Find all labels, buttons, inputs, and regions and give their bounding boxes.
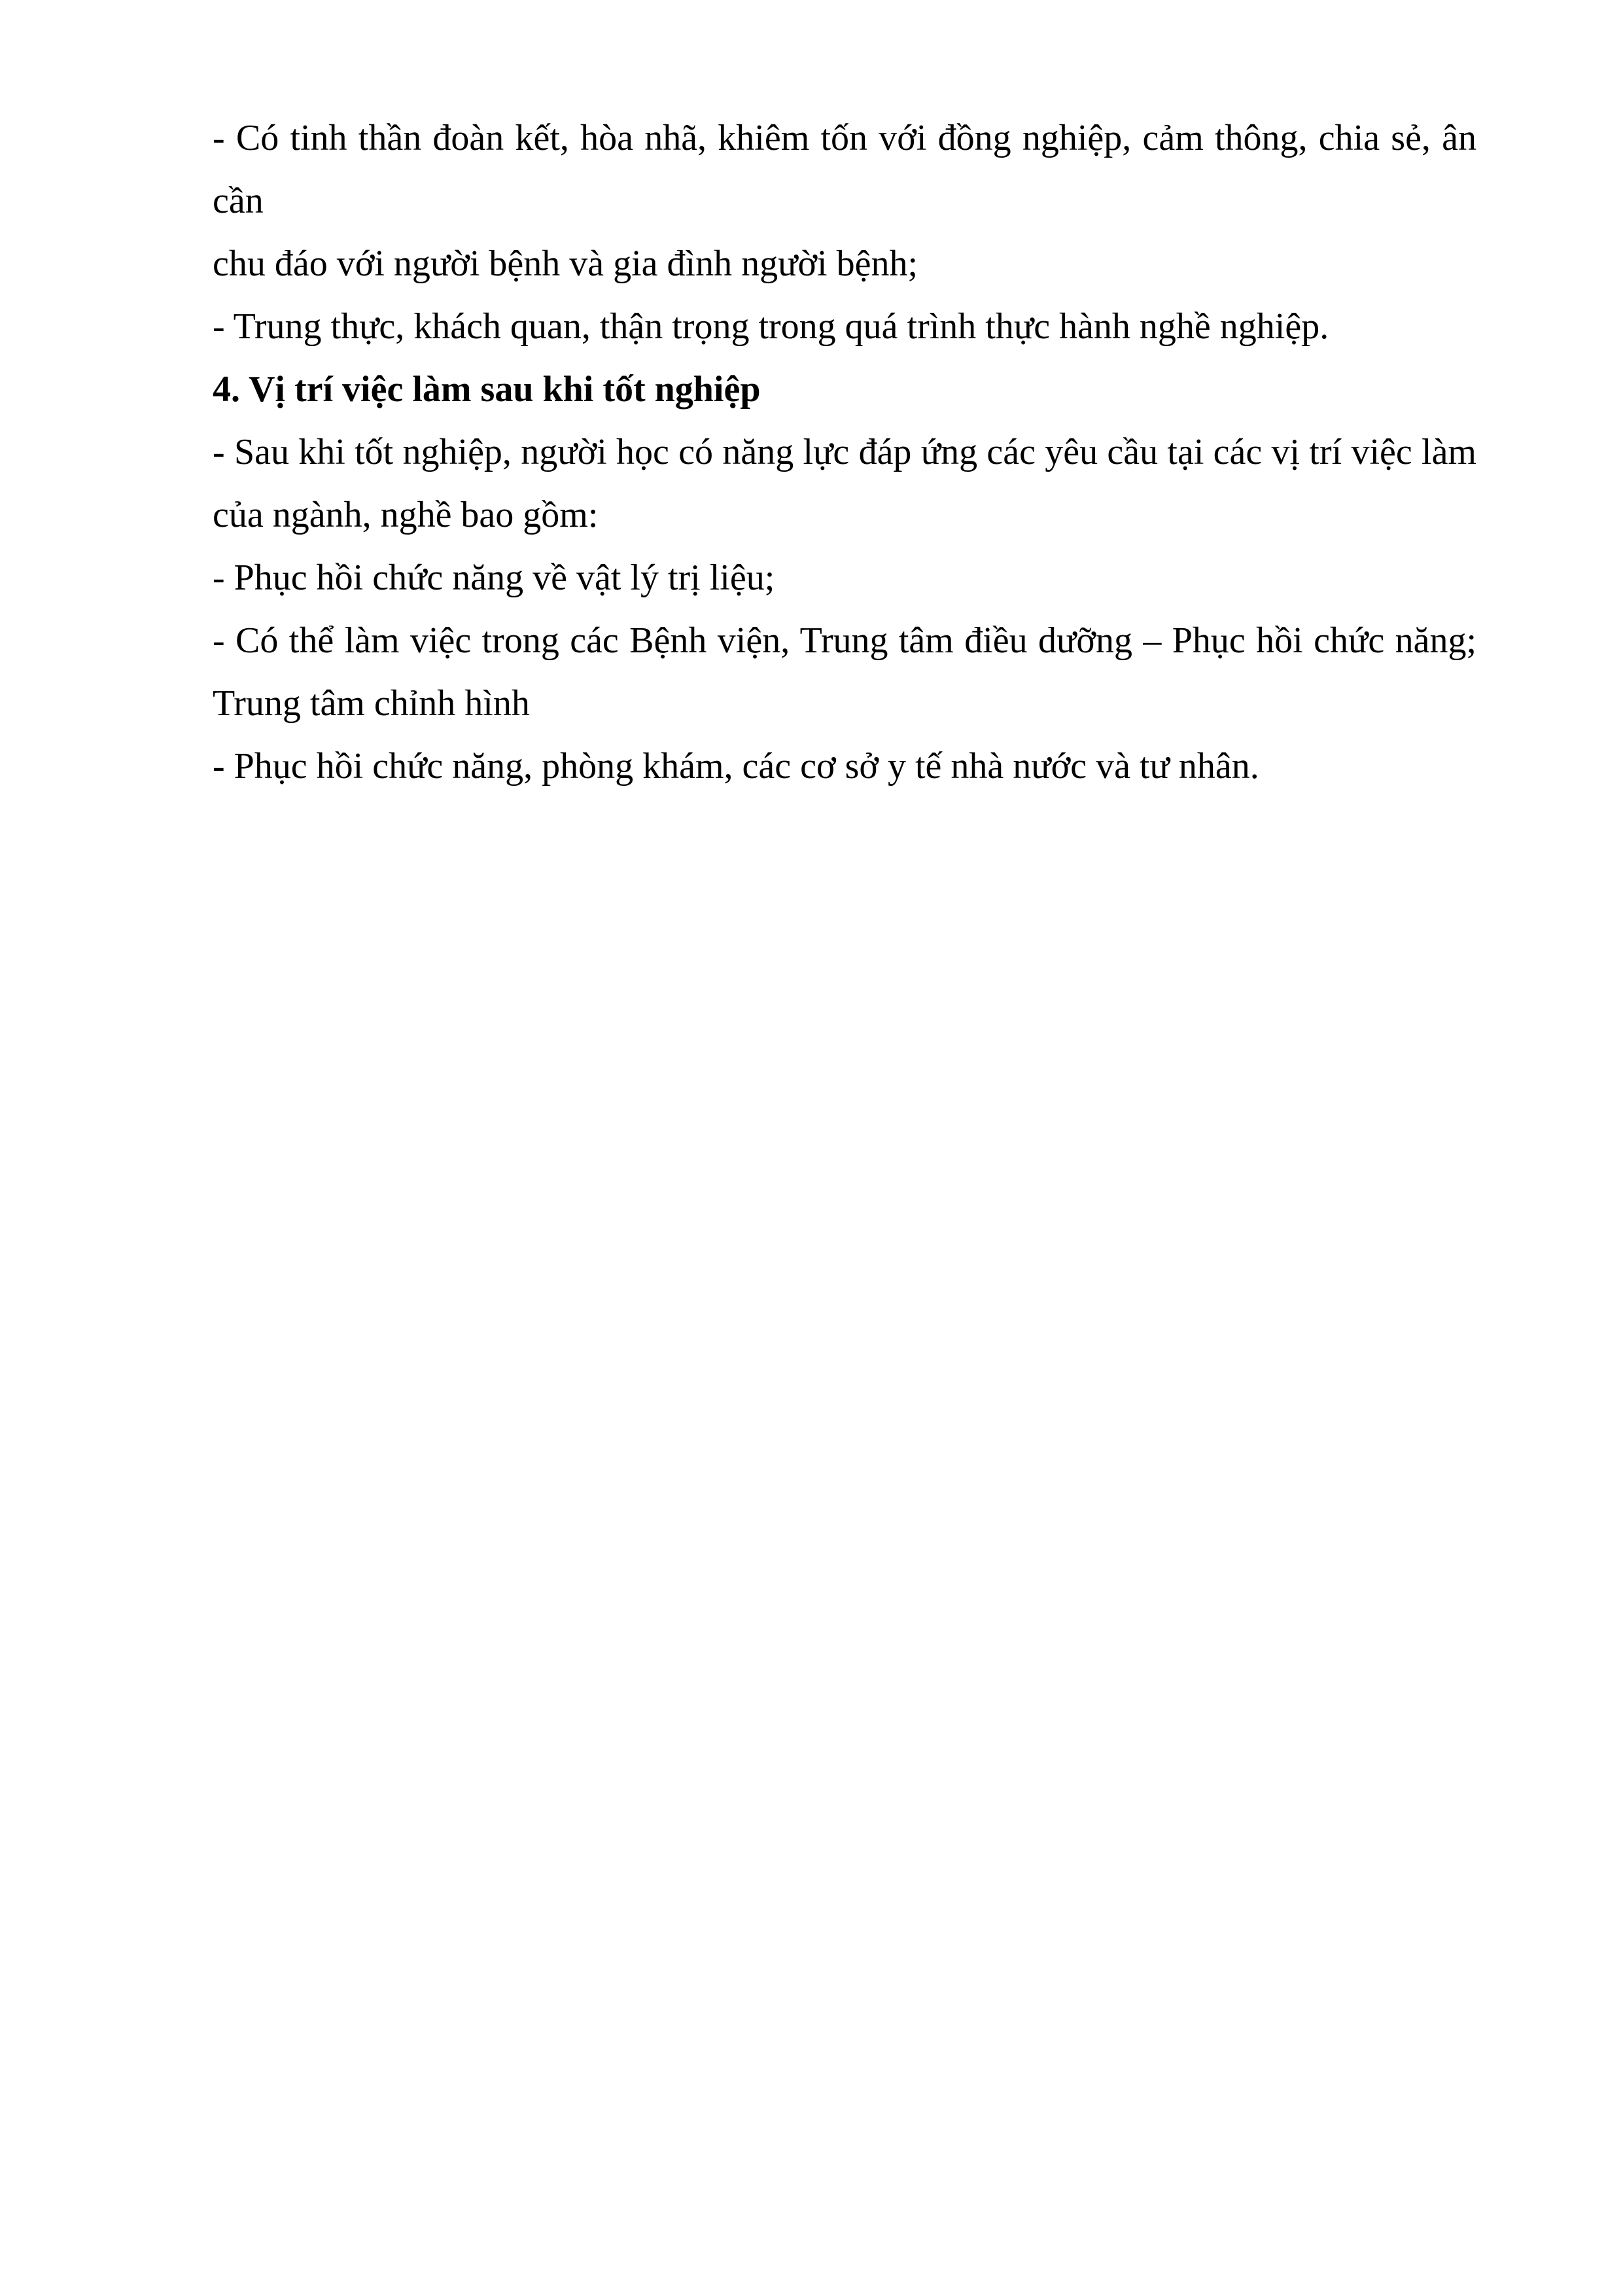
paragraph-line: - Có thể làm việc trong các Bệnh viện, Trung tâm điều dưỡng – Phục hồi chức năng; [213, 620, 1476, 661]
document-text-block [213, 107, 1476, 798]
paragraph-line: chu đáo với người bệnh và gia đình người bệnh; [213, 243, 918, 284]
paragraph-line: - Có tinh thần đoàn kết, hòa nhã, khiêm tốn với đồng nghiệp, cảm thông, chia sẻ, ân cần [213, 118, 1476, 221]
paragraph-line: - Trung thực, khách quan, thận trọng trong quá trình thực hành nghề nghiệp. [213, 306, 1329, 347]
paragraph-line: - Sau khi tốt nghiệp, người học có năng lực đáp ứng các yêu cầu tại các vị trí việc làm [213, 432, 1476, 472]
paragraph-line: của ngành, nghề bao gồm: [213, 495, 599, 535]
paragraph-line: - Phục hồi chức năng về vật lý trị liệu; [213, 557, 775, 598]
paragraph-line: Trung tâm chỉnh hình [213, 683, 530, 724]
section-heading: 4. Vị trí việc làm sau khi tốt nghiệp [213, 369, 761, 410]
paragraph-line: - Phục hồi chức năng, phòng khám, các cơ sở y tế nhà nước và tư nhân. [213, 746, 1259, 786]
